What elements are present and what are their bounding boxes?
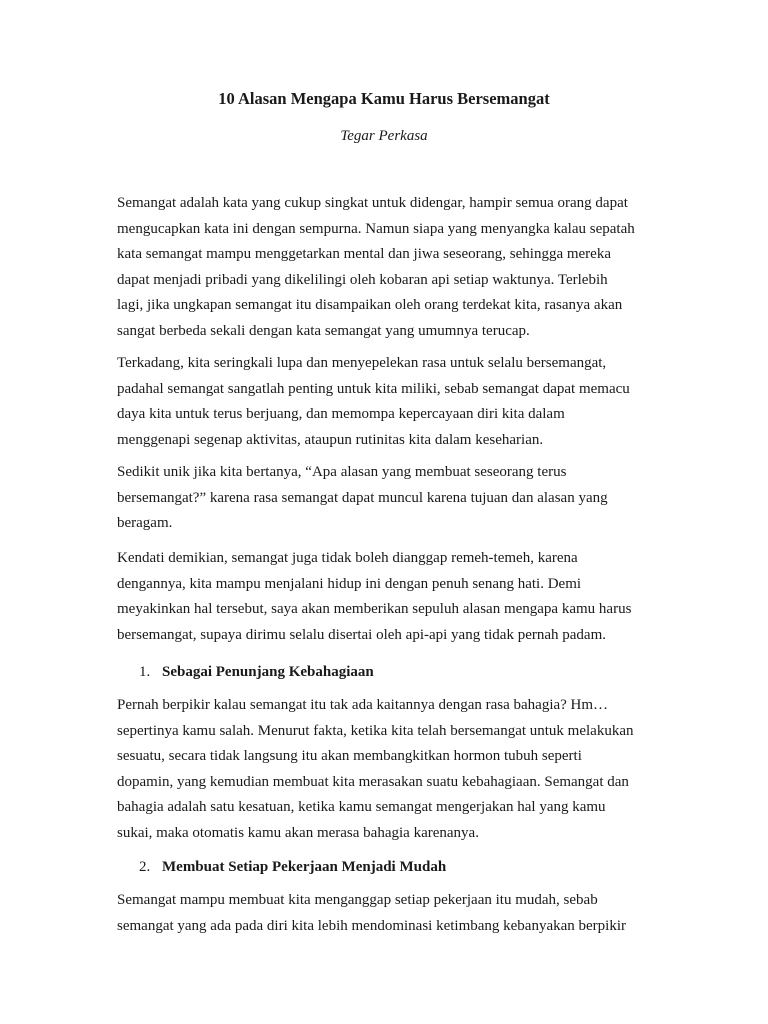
paragraph-line: Terkadang, kita seringkali lupa dan menyepelekan rasa untuk selalu bersemangat, [117, 355, 607, 371]
paragraph-line: semangat yang ada pada diri kita lebih mendominasi ketimbang kebanyakan berpikir [117, 917, 627, 934]
paragraph-line: dengannya, kita mampu menjalani hidup ini dengan penuh senang hati. Demi [117, 575, 582, 592]
paragraph-line: beragam. [117, 515, 173, 531]
paragraph-line: Kendati demikian, semangat juga tidak boleh dianggap remeh-temeh, karena [117, 550, 578, 566]
document-title: 10 Alasan Mengapa Kamu Harus Bersemangat [218, 89, 550, 108]
paragraph-line: sepertinya kamu salah. Menurut fakta, ketika kita telah bersemangat untuk melakukan [117, 722, 634, 739]
paragraph-line: sukai, maka otomatis kamu akan merasa bahagia karenanya. [117, 824, 479, 841]
section-1-body [117, 693, 657, 846]
section-number: 1. [139, 664, 151, 680]
paragraph-line: lagi, jika ungkapan semangat itu disampaikan oleh orang terdekat kita, rasanya akan [117, 297, 623, 313]
paragraph-line: Pernah berpikir kalau semangat itu tak ada kaitannya dengan rasa bahagia? Hm… [117, 697, 609, 713]
paragraph-4 [117, 546, 657, 648]
section-number: 2. [139, 859, 151, 875]
paragraph-line: Semangat mampu membuat kita menganggap setiap pekerjaan itu mudah, sebab [117, 892, 598, 908]
paragraph-line: dopamin, yang kemudian membuat kita merasakan suatu kebahagiaan. Semangat dan [117, 773, 629, 790]
paragraph-intro [117, 191, 657, 344]
paragraph-line: daya kita untuk terus berjuang, dan memompa kepercayaan diri kita dalam [117, 406, 565, 422]
paragraph-2 [117, 351, 657, 453]
paragraph-line: mengucapkan kata ini dengan sempurna. Namun siapa yang menyangka kalau sepatah [117, 220, 635, 237]
paragraph-line: padahal semangat sangatlah penting untuk kita miliki, sebab semangat dapat memacu [117, 380, 630, 397]
section-heading-text: Membuat Setiap Pekerjaan Menjadi Mudah [162, 859, 447, 875]
paragraph-line: bersemangat?” karena rasa semangat dapat muncul karena tujuan dan alasan yang [117, 489, 608, 506]
paragraph-line: meyakinkan hal tersebut, saya akan memberikan sepuluh alasan mengapa kamu harus [117, 601, 632, 617]
paragraph-line: Semangat adalah kata yang cukup singkat untuk didengar, hampir semua orang dapat [117, 195, 628, 211]
section-heading-2 [139, 855, 659, 879]
paragraph-line: kata semangat mampu menggetarkan mental dan jiwa seseorang, sehingga mereka [117, 246, 611, 262]
paragraph-line: bahagia adalah satu kesatuan, ketika kamu semangat mengerjakan hal yang kamu [117, 799, 606, 815]
section-2-body [117, 888, 657, 939]
paragraph-line: sangat berbeda sekali dengan kata semangat yang umumnya terucap. [117, 322, 530, 339]
paragraph-line: sesuatu, secara tidak langsung itu akan membangkitkan hormon tubuh seperti [117, 748, 582, 764]
paragraph-line: dapat menjadi pribadi yang dikelilingi oleh kobaran api setiap waktunya. Terlebih [117, 271, 608, 288]
paragraph-line: Sedikit unik jika kita bertanya, “Apa alasan yang membuat seseorang terus [117, 464, 567, 480]
section-heading-1 [139, 660, 659, 684]
paragraph-3 [117, 460, 657, 537]
document-author: Tegar Perkasa [340, 128, 428, 144]
paragraph-line: menggenapi segenap aktivitas, ataupun rutinitas kita dalam keseharian. [117, 431, 544, 448]
paragraph-line: bersemangat, supaya dirimu selalu disertai oleh api-api yang tidak pernah padam. [117, 626, 607, 643]
section-heading-text: Sebagai Penunjang Kebahagiaan [162, 664, 374, 680]
